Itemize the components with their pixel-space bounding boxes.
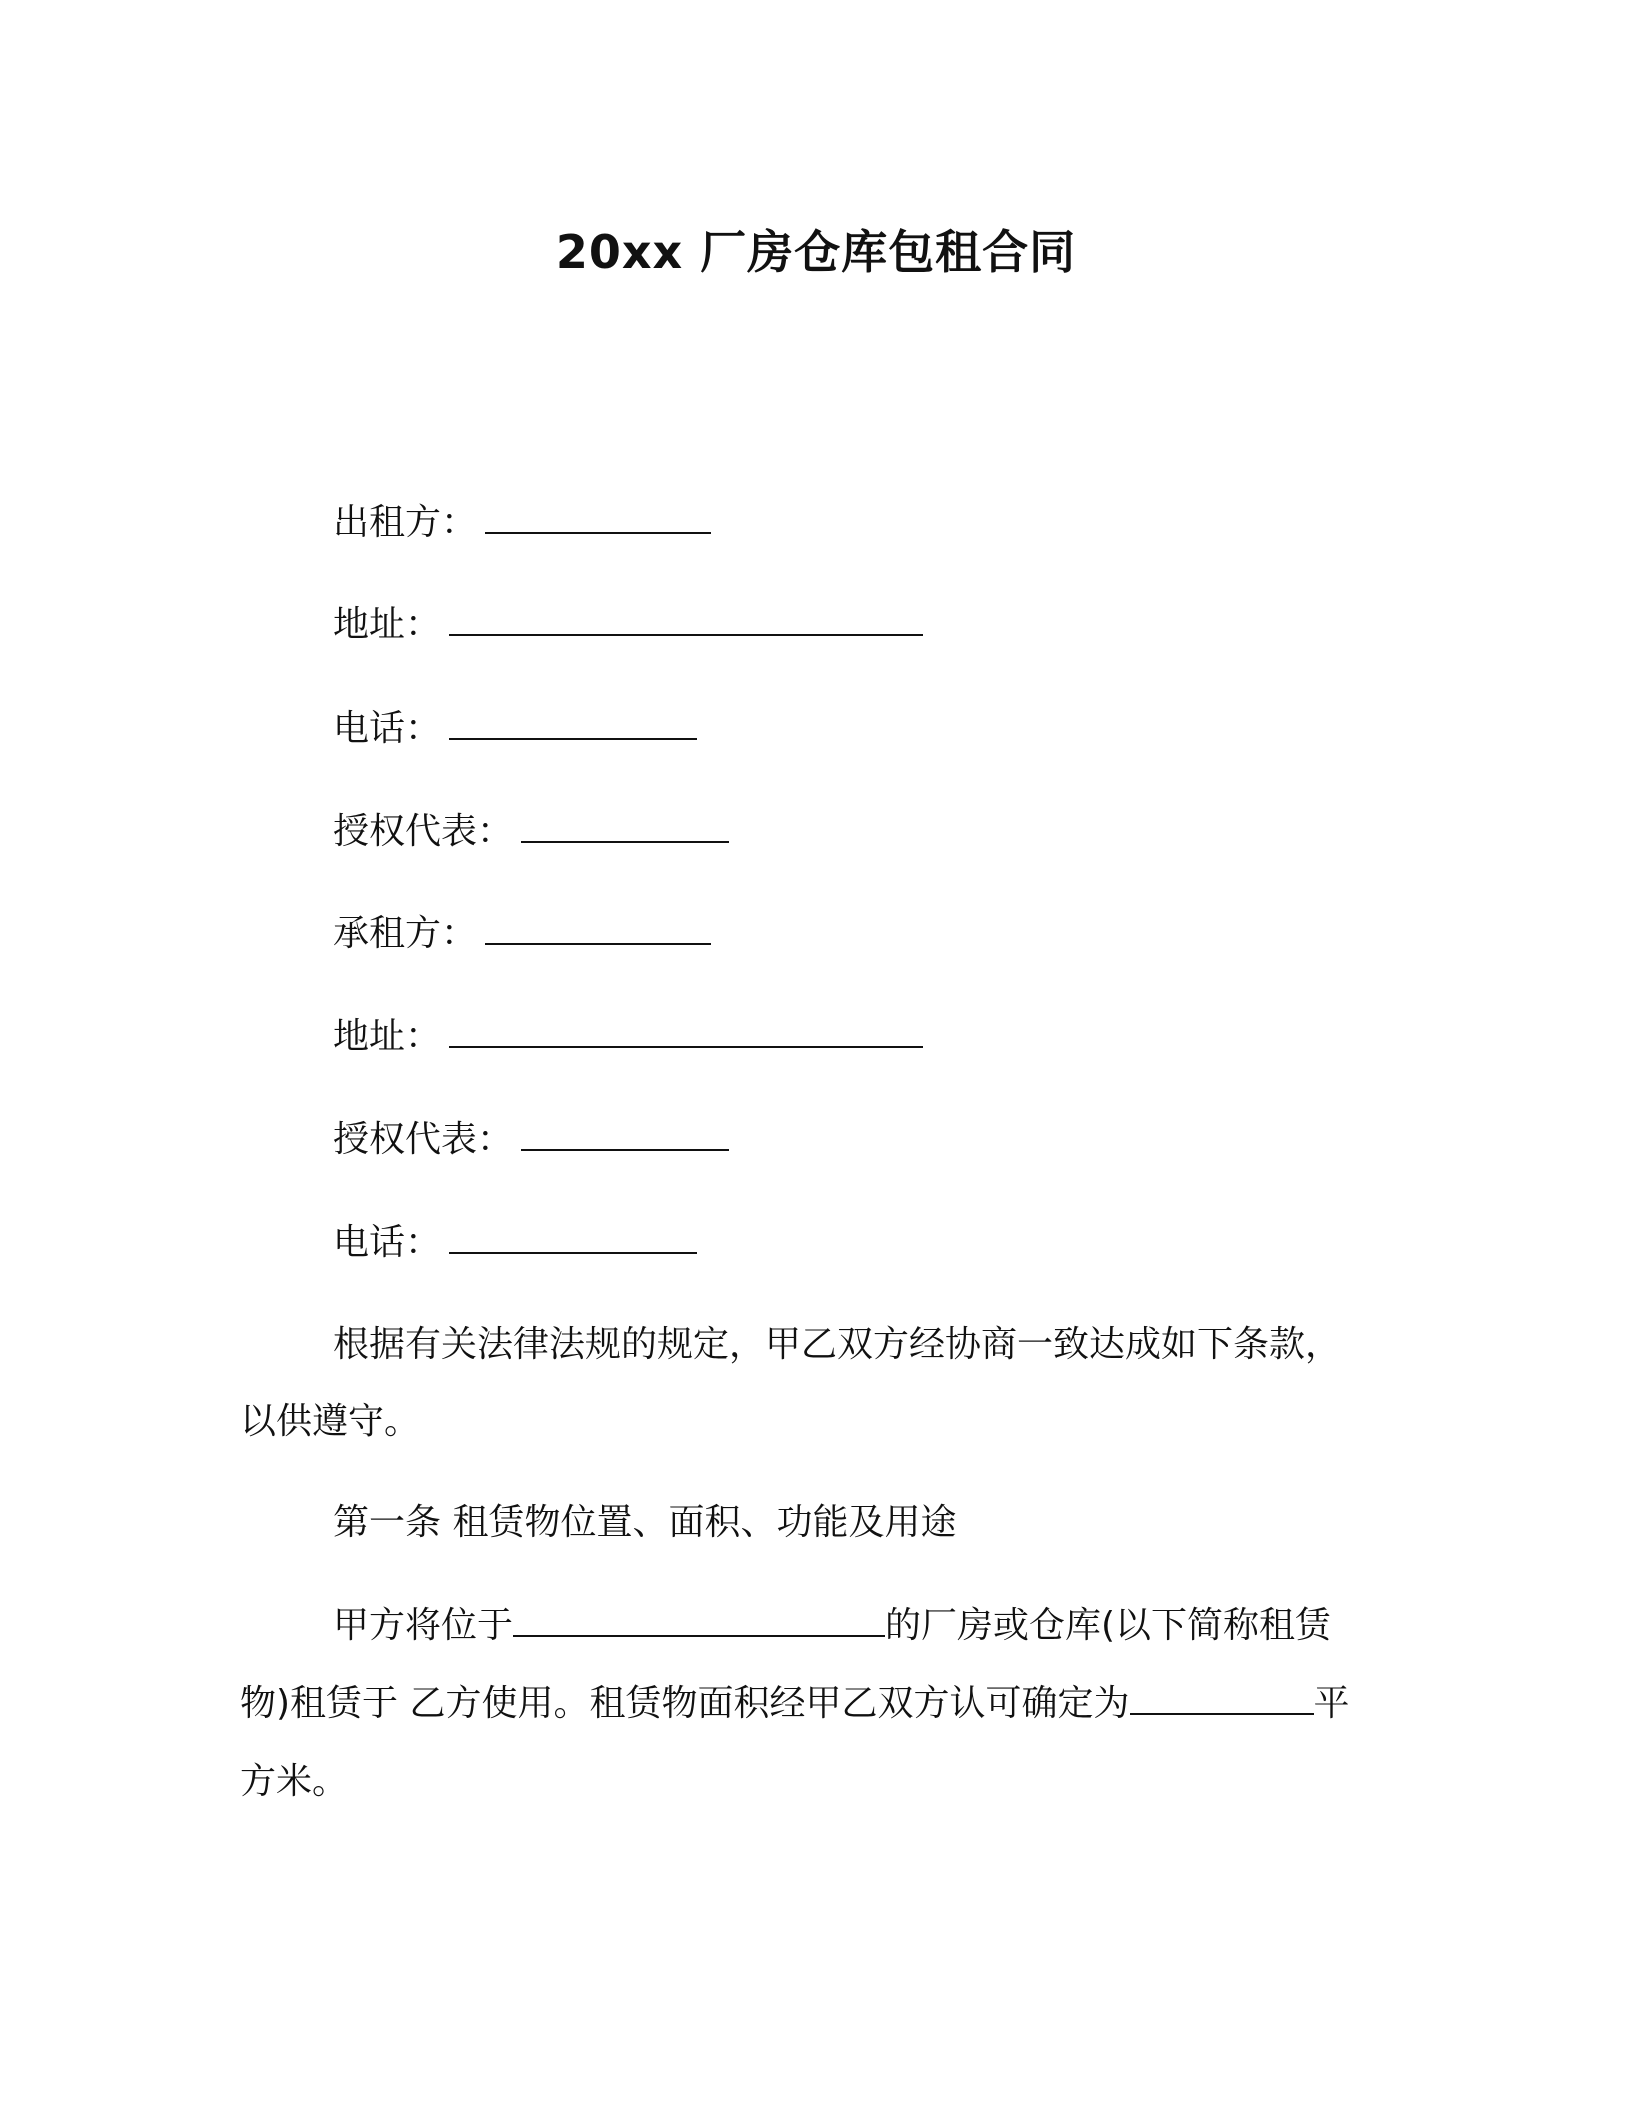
article-1-text-b: 的厂房或仓库(以下简称租赁 [885, 1605, 1332, 1646]
article-1-line-2 [240, 1679, 1350, 1728]
lessee-phone-blank[interactable] [449, 1216, 697, 1254]
lessor-blank[interactable] [485, 496, 711, 534]
lessor-representative-label: 授权代表： [333, 811, 514, 852]
lessee-representative-label: 授权代表： [333, 1119, 514, 1160]
article-1-text-a: 甲方将位于 [333, 1605, 514, 1646]
lessor-phone-field [333, 702, 697, 753]
lessor-phone-blank[interactable] [449, 702, 697, 740]
lessee-address-label: 地址： [333, 1016, 442, 1057]
article-1-text-c: 物)租赁于 乙方使用。租赁物面积经甲乙双方认可确定为 [240, 1683, 1130, 1724]
lessee-blank[interactable] [485, 907, 711, 945]
lessee-phone-field [333, 1216, 697, 1267]
lessor-label: 出租方： [333, 502, 478, 543]
article-1-line-1 [333, 1601, 1331, 1650]
lessee-label: 承租方： [333, 913, 478, 954]
lessee-address-blank[interactable] [449, 1010, 923, 1048]
location-blank[interactable] [513, 1601, 885, 1637]
lessor-address-label: 地址： [333, 604, 442, 645]
document-title: 20xx 厂房仓库包租合同 [555, 225, 1077, 279]
lessor-representative-blank[interactable] [521, 805, 729, 843]
lessor-address-blank[interactable] [449, 598, 923, 636]
lessee-phone-label: 电话： [333, 1222, 442, 1263]
intro-paragraph-line-1: 根据有关法律法规的规定，甲乙双方经协商一致达成如下条款， [333, 1324, 1342, 1365]
article-1-heading: 第一条 租赁物位置、面积、功能及用途 [333, 1502, 957, 1543]
lessee-representative-field [333, 1113, 729, 1164]
area-blank[interactable] [1130, 1679, 1314, 1715]
intro-paragraph-line-2: 以供遵守。 [240, 1401, 421, 1442]
lessor-address-field [333, 598, 923, 649]
lessor-field [333, 496, 711, 547]
lessee-field [333, 907, 711, 958]
lessee-representative-blank[interactable] [521, 1113, 729, 1151]
lessor-phone-label: 电话： [333, 708, 442, 749]
article-1-text-d: 平 [1313, 1683, 1350, 1724]
lessor-representative-field [333, 805, 729, 856]
lessee-address-field [333, 1010, 923, 1061]
article-1-line-3: 方米。 [240, 1761, 349, 1802]
